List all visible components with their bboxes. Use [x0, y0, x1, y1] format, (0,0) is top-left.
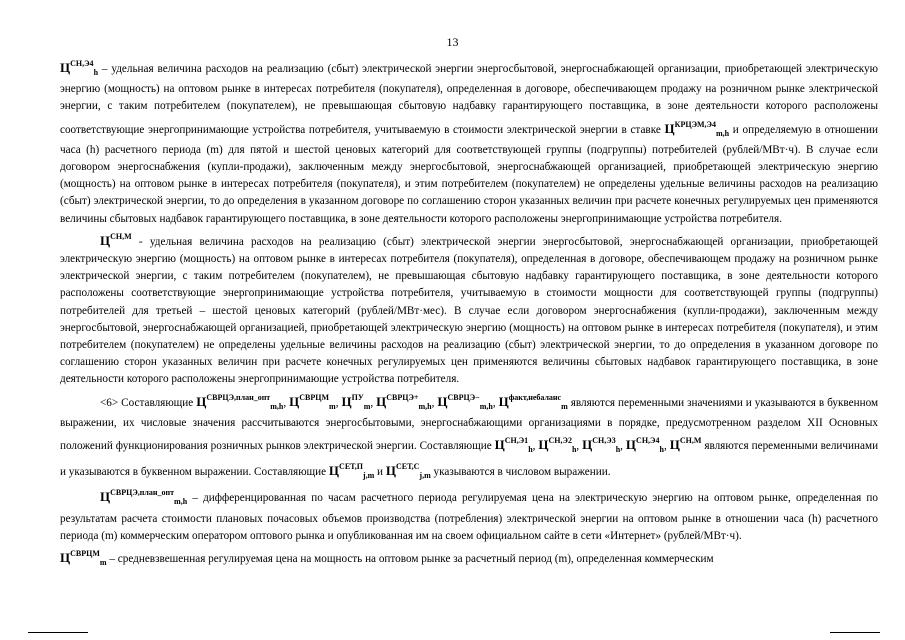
symbol-ts-sn-e1: $Ц^{СН,Э1}_h$ — [494, 436, 533, 455]
symbol-ts-krcem: $Ц^{КРЦЭМ,Э4}_{m,h}$ — [664, 119, 730, 138]
symbol-ts-sn-e4: $Ц^{СН,Э4}_h$ — [60, 59, 99, 77]
paragraph-svrce-plan: $Ц^{СВРЦЭ,план\_опт}_{m,h}$ – дифференцированная по часам расчетного периода регулируемая цена на электрическую энергию на оптовом рынке, определенная по результатам расчета стоимости плановых почасовых объемов производства (потребления) электрической энергии на оптовом рынке в отношении часа (h) расчетного периода (m) коммерческим оператором оптового рынка и опубликованная им на своем официальном сайте в сети «Интернет» (рублей/МВт·ч). — [60, 488, 878, 542]
symbol-ts-svrce-plus: $Ц^{СВРЦЭ+}_{m,h}$ — [376, 392, 432, 411]
paragraph-sn-m: $Ц^{СН,М}$ - удельная величина расходов на реализацию (сбыт) электрической энергии энергосбытовой, энергоснабжающей организации, приобретающей электрическую энергию (мощность) на оптовом рынке в интересах потребителя (покупателя), определенная в договоре, обеспечивающем продажу на розничном рынке электрической энергии, с таким потребителем (покупателем), не превышающая сбытовую надбавку гарантирующего поставщика, в зоне деятельности которого расположены соответствующие энергопринимающие устройства потребителя, учитываемую в стоимости мощности для соответствующей группы (подгруппы) потребителей для третьей – шестой ценовых категорий (рублей/МВт·мес). В случае если договором энергоснабжения (купли-продажи), заключенным между энергосбытовой, энергоснабжающей организацией, приобретающей электрическую энергию (мощность) на оптовом рынке в интересах потребителя (покупателя), и этим потребителем (покупателем) не определены удельные величины расходов на реализацию (сбыт) электрической энергии, то до определения в указанном договоре по соглашению сторон указанных величин при расчете конечных регулируемых цен применяются величины сбытовых надбавок гарантирующего поставщика, в зоне деятельности которого расположены энергопринимающие устройства потребителя. — [60, 231, 878, 386]
symbol-ts-set-s: $Ц^{СЕТ,С}_{j,m}$ — [385, 462, 431, 481]
paragraph-svrcm: $Ц^{СВРЦМ}_m$ – средневзвешенная регулируемая цена на мощность на оптовом рынке за расчетный период (m), определенная коммерческим — [60, 549, 714, 568]
symbol-ts-sn-e4-b: $Ц^{СН,Э4}_h$ — [625, 436, 664, 455]
page-number: 13 — [446, 35, 459, 49]
symbol-ts-sn-m: $Ц^{СН,М}$ — [100, 231, 132, 248]
symbol-ts-svrce-plan: $Ц^{СВРЦЭ,план\_опт}_{m,h}$ — [196, 392, 284, 411]
paragraph-sn-e4: $Ц^{СН,Э4}_h$ – удельная величина расходов на реализацию (сбыт) электрической энергии энергосбытовой, энергоснабжающей организации, приобретающей электрическую энергию (мощность) на оптовом рынке в интересах потребителя (покупателя), определенная в договоре, обеспечивающем продажу на розничном рынке электрической энергии, с таким потребителем (покупателем), не превышающая сбытовую надбавку гарантирующего поставщика, в зоне деятельности которого расположены соответствующие энергопринимающие устройства потребителя, учитываемую в стоимости электрической энергии в ставке $Ц^{КРЦЭМ,Э4}_{m,h}$ и определяемую в отношении часа (h) расчетного периода (m) для пятой и шестой ценовых категорий для соответствующей группы (подгруппы) потребителей (рублей/МВт·ч). В случае если договором энергоснабжения (купли-продажи), заключенным между энергосбытовой, энергоснабжающей организацией, приобретающей электрическую энергию (мощность) на оптовом рынке в интересах потребителя (покупателя), и этим потребителем (покупателем) не определены удельные величины расходов на реализацию (сбыт) электрической энергии, то до определения в указанном договоре по соглашению сторон указанных величин при расчете конечных регулируемых цен применяются величины сбытовых надбавок гарантирующего поставщика, в зоне деятельности которого расположены энергопринимающие устройства потребителя. — [60, 59, 879, 225]
document-body — [60, 55, 878, 571]
footer-rule-left — [28, 632, 88, 633]
symbol-ts-sn-m-b: $Ц^{СН,М}$ — [669, 436, 702, 453]
symbol-ts-pu: $Ц^{ПУ}_m$ — [341, 392, 371, 411]
symbol-ts-sn-e3: $Ц^{СН,Э3}_h$ — [582, 436, 621, 455]
paragraph-note-6: <6> Составляющие $Ц^{СВРЦЭ,план\_опт}_{m,h}$, $Ц^{СВРЦМ}_m$, $Ц^{ПУ}_m$, $Ц^{СВРЦЭ+}_{m,h}$, $Ц^{СВРЦЭ-}_{m,h}$, $Ц^{факт,небаланс}_m$ являются переменными значениями и указываются в буквенном выражении, их числовые значения рассчитываются энергосбытовыми, энергоснабжающими организациями в порядке, предусмотренном разделом XII Основных положений функционирования розничных рынков электрической энергии. Составляющие $Ц^{СН,Э1}_h$, $Ц^{СН,Э2}_h$, $Ц^{СН,Э3}_h$, $Ц^{СН,Э4}_h$, $Ц^{СН,М}$ являются переменными величинами и указываются в буквенном выражении. Составляющие $Ц^{СЕТ,П}_{j,m}$ и $Ц^{СЕТ,С}_{j,m}$ указываются в числовом выражении. — [60, 392, 879, 481]
symbol-ts-fakt: $Ц^{факт,небаланс}_m$ — [498, 392, 568, 411]
footer-rule-right — [830, 632, 880, 633]
symbol-ts-set-p: $Ц^{СЕТ,П}_{j,m}$ — [328, 462, 375, 481]
symbol-ts-svrce-plan-def: $Ц^{СВРЦЭ,план\_опт}_{m,h}$ — [100, 488, 188, 507]
symbol-ts-svrcm: $Ц^{СВРЦМ}_m$ — [289, 392, 336, 411]
symbol-ts-sn-e2: $Ц^{СН,Э2}_h$ — [538, 436, 577, 455]
symbol-ts-svrcm-def: $Ц^{СВРЦМ}_m$ — [60, 549, 107, 568]
symbol-ts-svrce-minus: $Ц^{СВРЦЭ-}_{m,h}$ — [437, 392, 493, 411]
